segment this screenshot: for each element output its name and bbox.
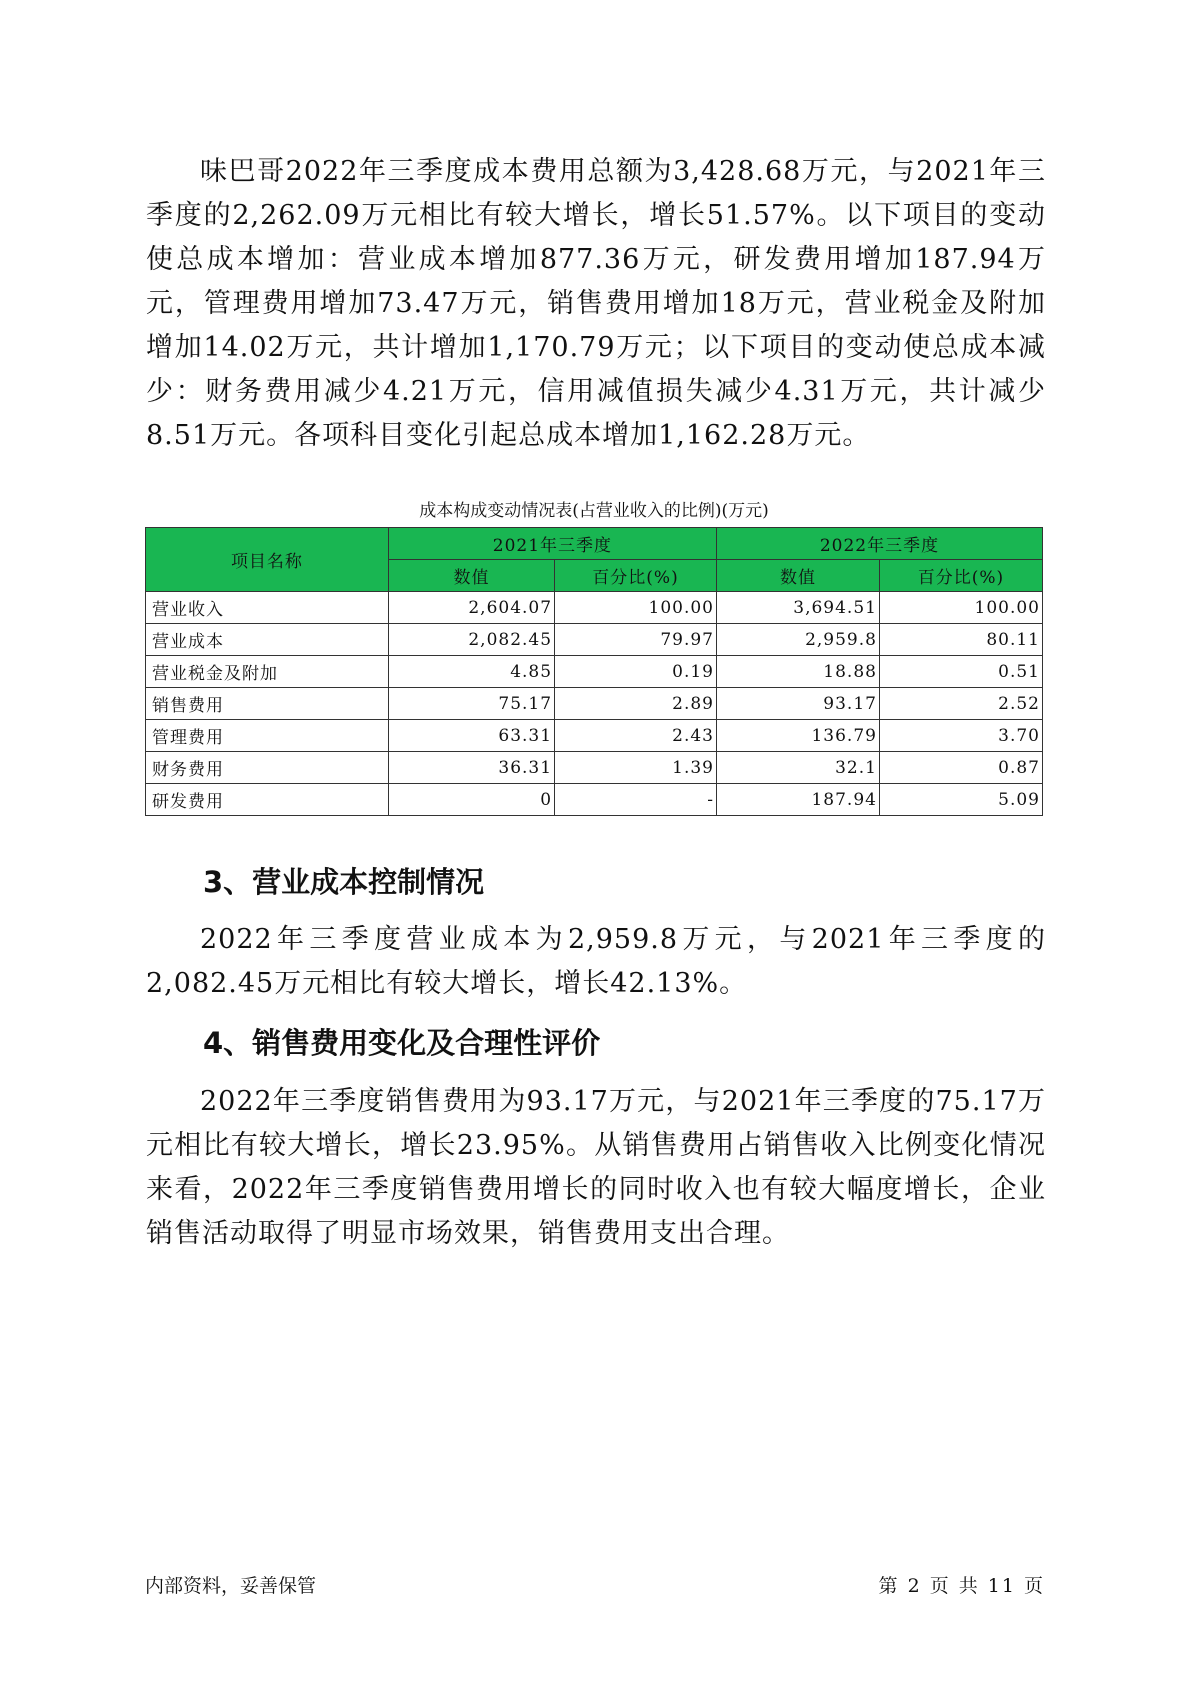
- paragraph-operating-cost: 2022年三季度营业成本为2,959.8万元，与2021年三季度的2,082.45万元相比有较大增长，增长42.13%。: [146, 924, 1046, 999]
- row-name: 研发费用: [146, 784, 389, 816]
- header-value-2022: 数值: [716, 560, 879, 592]
- table-row: [146, 720, 1043, 752]
- paragraph-sales-expense: 2022年三季度销售费用为93.17万元，与2021年三季度的75.17万元相比有较大增长，增长23.95%。从销售费用占销售收入比例变化情况来看，2022年三季度销售费用增长的同时收入也有较大幅度增长，企业销售活动取得了明显市场效果，销售费用支出合理。: [146, 1086, 1046, 1249]
- percent-2022: 0.87: [879, 752, 1042, 784]
- value-2022: 136.79: [716, 720, 879, 752]
- table-caption: 成本构成变动情况表(占营业收入的比例)(万元): [419, 501, 769, 521]
- row-name: 销售费用: [146, 688, 389, 720]
- header-period-2022: 2022年三季度: [716, 528, 1042, 560]
- table-row: [146, 688, 1043, 720]
- percent-2022: 80.11: [879, 624, 1042, 656]
- row-name: 营业收入: [146, 592, 389, 624]
- value-2022: 32.1: [716, 752, 879, 784]
- table-header-row-1: [146, 528, 1043, 560]
- percent-2021: 2.43: [555, 720, 717, 752]
- value-2022: 18.88: [716, 656, 879, 688]
- percent-2022: 3.70: [879, 720, 1042, 752]
- value-2021: 0: [388, 784, 554, 816]
- percent-2021: -: [555, 784, 717, 816]
- percent-2021: 79.97: [555, 624, 717, 656]
- table-row: [146, 624, 1043, 656]
- value-2022: 93.17: [716, 688, 879, 720]
- value-2021: 36.31: [388, 752, 554, 784]
- footer-confidential-note: 内部资料，妥善保管: [145, 1575, 317, 1597]
- header-percent-2021: 百分比(%): [555, 560, 717, 592]
- percent-2021: 100.00: [555, 592, 717, 624]
- cost-structure-table: [145, 527, 1043, 816]
- percent-2021: 0.19: [555, 656, 717, 688]
- header-value-2021: 数值: [388, 560, 554, 592]
- paragraph-cost-summary: 味巴哥2022年三季度成本费用总额为3,428.68万元，与2021年三季度的2,262.09万元相比有较大增长，增长51.57%。以下项目的变动使总成本增加：营业成本增加877.36万元，研发费用增加187.94万元，管理费用增加73.47万元，销售费用增加18万元，营业税金及附加增加14.02万元，共计增加1,170.79万元；以下项目的变动使总成本减少：财务费用减少4.21万元，信用减值损失减少4.31万元，共计减少8.51万元。各项科目变化引起总成本增加1,162.28万元。: [146, 156, 1046, 451]
- percent-2022: 5.09: [879, 784, 1042, 816]
- percent-2022: 100.00: [879, 592, 1042, 624]
- value-2021: 63.31: [388, 720, 554, 752]
- section-heading-sales-expense: 4、销售费用变化及合理性评价: [203, 1026, 601, 1060]
- value-2021: 4.85: [388, 656, 554, 688]
- value-2022: 2,959.8: [716, 624, 879, 656]
- header-percent-2022: 百分比(%): [879, 560, 1042, 592]
- value-2021: 75.17: [388, 688, 554, 720]
- percent-2022: 0.51: [879, 656, 1042, 688]
- table-row: [146, 784, 1043, 816]
- value-2021: 2,082.45: [388, 624, 554, 656]
- row-name: 管理费用: [146, 720, 389, 752]
- row-name: 营业税金及附加: [146, 656, 389, 688]
- header-period-2021: 2021年三季度: [388, 528, 716, 560]
- value-2022: 3,694.51: [716, 592, 879, 624]
- footer-page-number: 第 2 页 共 11 页: [878, 1575, 1045, 1597]
- row-name: 营业成本: [146, 624, 389, 656]
- section-heading-operating-cost: 3、营业成本控制情况: [203, 865, 485, 899]
- value-2022: 187.94: [716, 784, 879, 816]
- table-row: [146, 656, 1043, 688]
- table-row: [146, 592, 1043, 624]
- percent-2022: 2.52: [879, 688, 1042, 720]
- row-name: 财务费用: [146, 752, 389, 784]
- value-2021: 2,604.07: [388, 592, 554, 624]
- header-item-name: 项目名称: [146, 528, 389, 592]
- table-row: [146, 752, 1043, 784]
- percent-2021: 1.39: [555, 752, 717, 784]
- percent-2021: 2.89: [555, 688, 717, 720]
